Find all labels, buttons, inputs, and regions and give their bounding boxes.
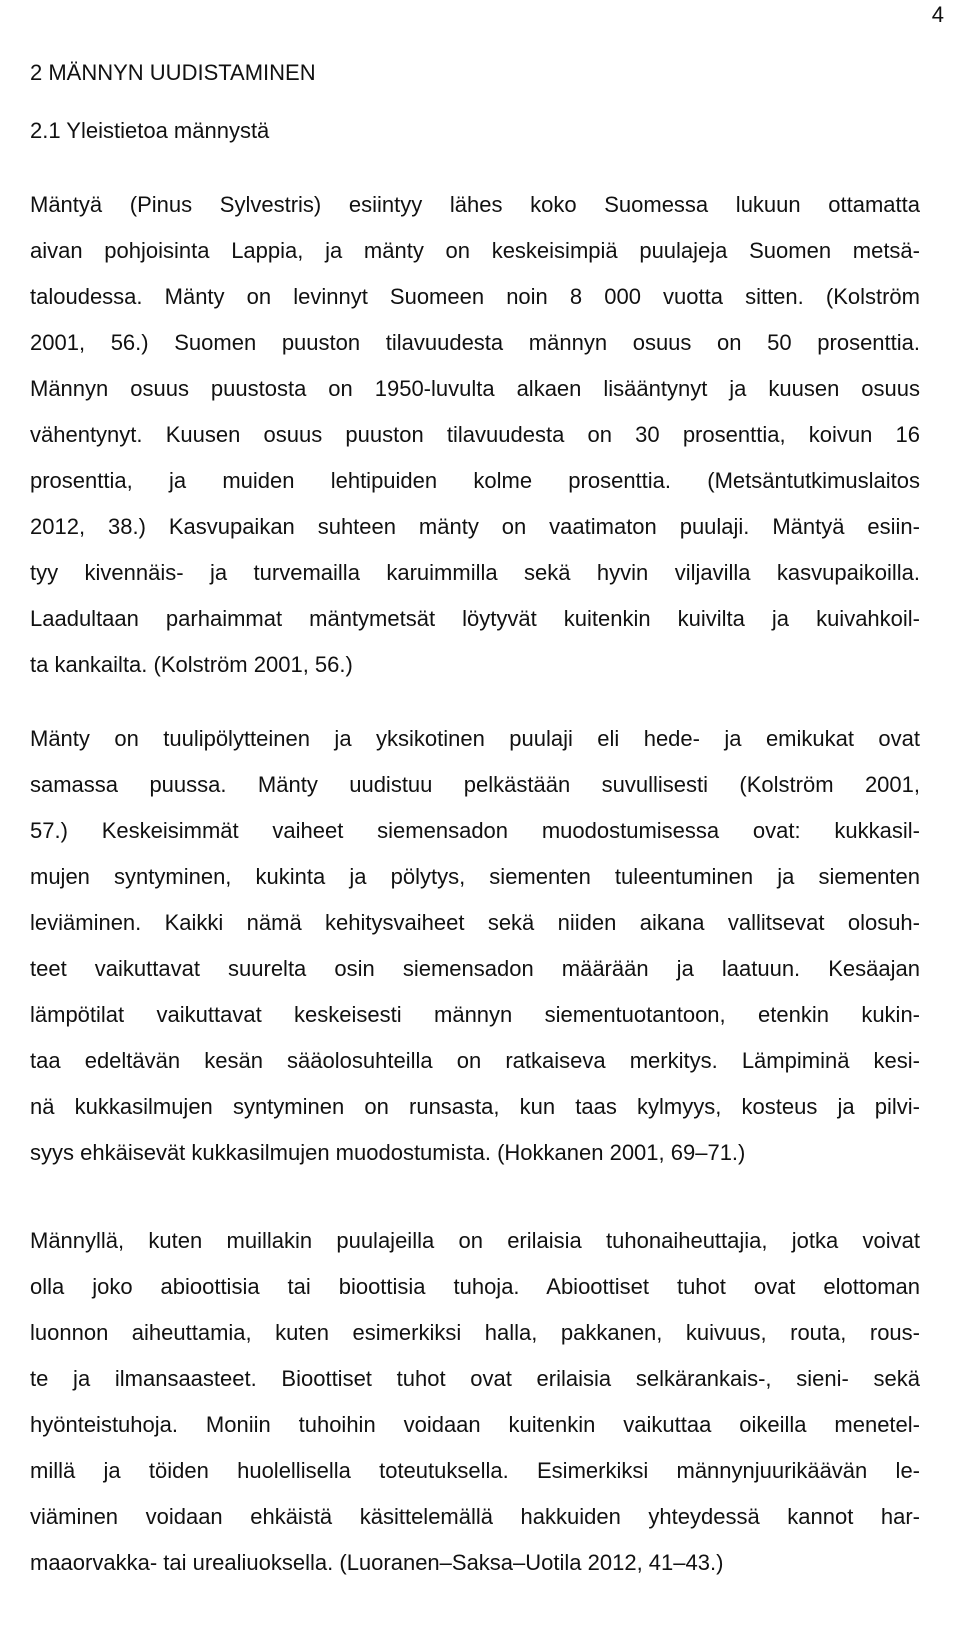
text-line: syys ehkäisevät kukkasilmujen muodostumista. (Hokkanen 2001, 69–71.) [30,1140,746,1165]
text-line: millä ja töiden huolellisella toteutuksella. Esimerkiksi männynjuurikäävän le- [30,1458,920,1483]
text-line: 2012, 38.) Kasvupaikan suhteen mänty on vaatimaton puulaji. Mäntyä esiin- [30,514,920,539]
chapter-heading: 2 MÄNNYN UUDISTAMINEN [30,60,316,85]
text-line: taa edeltävän kesän sääolosuhteilla on ratkaiseva merkitys. Lämpiminä kesi- [30,1048,920,1073]
page-number: 4 [931,2,944,27]
text-line: maaorvakka- tai urealiuoksella. (Luoranen–Saksa–Uotila 2012, 41–43.) [30,1550,724,1575]
text-line: Männyllä, kuten muillakin puulajeilla on erilaisia tuhonaiheuttajia, jotka voivat [30,1228,920,1253]
text-line: 57.) Keskeisimmät vaiheet siemensadon muodostumisessa ovat: kukkasil- [30,818,920,843]
text-line: samassa puussa. Mänty uudistuu pelkästään suvullisesti (Kolström 2001, [30,772,920,797]
text-line: aivan pohjoisinta Lappia, ja mänty on keskeisimpiä puulajeja Suomen metsä- [30,238,920,263]
text-line: ta kankailta. (Kolström 2001, 56.) [30,652,353,677]
text-line: Laadultaan parhaimmat mäntymetsät löytyvät kuitenkin kuivilta ja kuivahkoil- [30,606,920,631]
text-line: hyönteistuhoja. Moniin tuhoihin voidaan kuitenkin vaikuttaa oikeilla menetel- [30,1412,920,1437]
text-line: nä kukkasilmujen syntyminen on runsasta, kun taas kylmyys, kosteus ja pilvi- [30,1094,920,1119]
text-line: tyy kivennäis- ja turvemailla karuimmilla sekä hyvin viljavilla kasvupaikoilla. [30,560,920,585]
text-line: mujen syntyminen, kukinta ja pölytys, siementen tuleentuminen ja siementen [30,864,920,889]
text-line: teet vaikuttavat suurelta osin siemensadon määrään ja laatuun. Kesäajan [30,956,920,981]
text-line: te ja ilmansaasteet. Bioottiset tuhot ovat erilaisia selkärankais-, sieni- sekä [30,1366,920,1391]
text-line: prosenttia, ja muiden lehtipuiden kolme prosenttia. (Metsäntutkimuslaitos [30,468,920,493]
text-line: luonnon aiheuttamia, kuten esimerkiksi halla, pakkanen, kuivuus, routa, rous- [30,1320,920,1345]
text-line: Mäntyä (Pinus Sylvestris) esiintyy lähes koko Suomessa lukuun ottamatta [30,192,920,217]
paragraph-3 [30,1218,920,1586]
text-line: viäminen voidaan ehkäistä käsittelemällä hakkuiden yhteydessä kannot har- [30,1504,920,1529]
text-line: olla joko abioottisia tai bioottisia tuhoja. Abioottiset tuhot ovat elottoman [30,1274,920,1299]
text-line: vähentynyt. Kuusen osuus puuston tilavuudesta on 30 prosenttia, koivun 16 [30,422,920,447]
text-line: Männyn osuus puustosta on 1950-luvulta alkaen lisääntynyt ja kuusen osuus [30,376,920,401]
text-line: 2001, 56.) Suomen puuston tilavuudesta männyn osuus on 50 prosenttia. [30,330,920,355]
text-line: lämpötilat vaikuttavat keskeisesti männyn siementuotantoon, etenkin kukin- [30,1002,920,1027]
section-heading: 2.1 Yleistietoa männystä [30,118,270,143]
paragraph-2 [30,716,920,1176]
paragraph-1 [30,182,920,688]
text-line: taloudessa. Mänty on levinnyt Suomeen noin 8 000 vuotta sitten. (Kolström [30,284,920,309]
text-line: Mänty on tuulipölytteinen ja yksikotinen puulaji eli hede- ja emikukat ovat [30,726,920,751]
text-line: leviäminen. Kaikki nämä kehitysvaiheet sekä niiden aikana vallitsevat olosuh- [30,910,920,935]
